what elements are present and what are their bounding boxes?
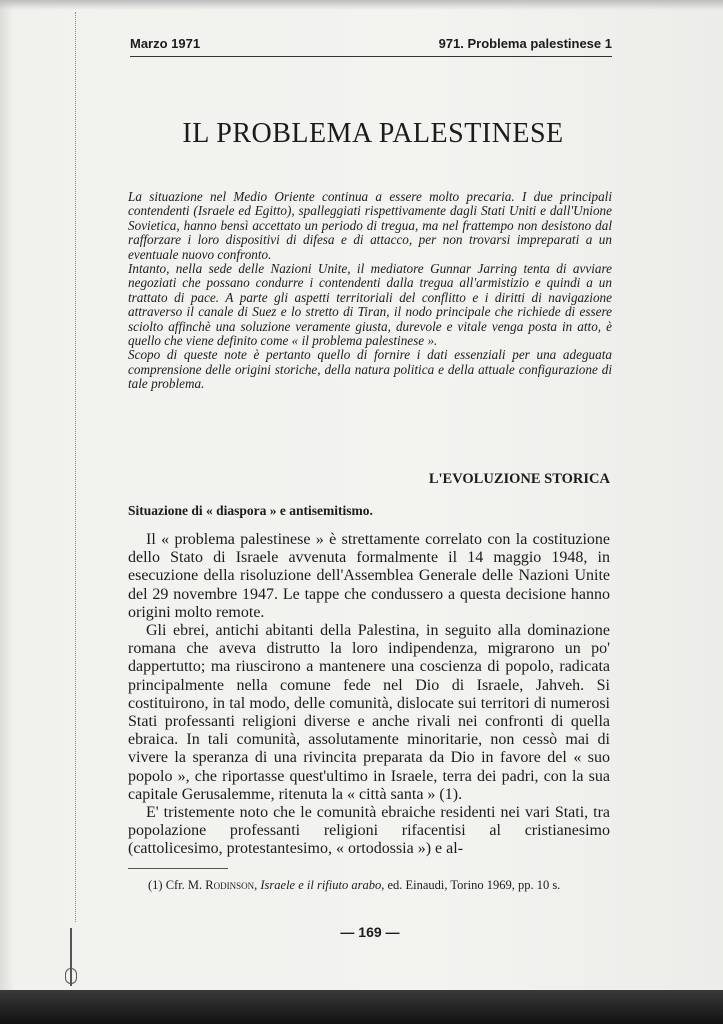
- footnote-rest: , ed. Einaudi, Torino 1969, pp. 10 s.: [381, 878, 561, 892]
- intro-abstract: [128, 190, 612, 392]
- intro-paragraph: La situazione nel Medio Oriente continua a essere molto precaria. I due principali contendenti (Israele ed Egitto), spalleggiati rispettivamente dagli Stati Uniti e dall'Unione Sovietica, hanno bensì accettato un periodo di tregua, ma nel frattempo non desistono dal rafforzare i loro dispositivi di difesa e di attacco, per non trovarsi impreparati a un eventuale nuovo confronto.: [128, 189, 612, 262]
- scanner-bed-edge: [0, 990, 723, 1024]
- footnote-marker: (1): [148, 878, 163, 892]
- footnote-author: Rodinson: [205, 878, 255, 892]
- running-header: [130, 36, 612, 57]
- section-title: L'EVOLUZIONE STORICA: [428, 471, 610, 487]
- body-paragraph: Il « problema palestinese » è strettamente correlato con la costituzione dello Stato di Israele avvenuta formalmente il 14 maggio 1948, in esecuzione della risoluzione dell'Assemblea Generale delle Nazioni Unite del 29 novembre 1947. Le tappe che condussero a questa decisione hanno origini molto remote.: [128, 531, 610, 621]
- body-paragraph: E' tristemente noto che le comunità ebraiche residenti nei vari Stati, tra popolazione professanti religioni rifacentisi al cristianesimo (cattolicesimo, protestantesimo, « ortodossia ») e al-: [128, 804, 610, 858]
- footnote-work: Israele e il rifiuto arabo: [260, 878, 382, 892]
- scan-top-shadow: [0, 0, 723, 10]
- binder-clip-mark: [70, 928, 84, 986]
- subsection-title: Situazione di « diaspora » e antisemitismo.: [128, 503, 373, 518]
- header-section: 971. Problema palestinese 1: [438, 36, 612, 51]
- page-number: — 169 —: [340, 924, 400, 940]
- body-paragraph: Gli ebrei, antichi abitanti della Palestina, in seguito alla dominazione romana che aveva distrutto la loro indipendenza, migrarono un po' dappertutto; ma riuscirono a mantenere una coscienza di popolo, radicata principalmente nella comune fede nel Dio di Israele, Jahveh. Si costituirono, in tal modo, delle comunità, dislocate sui territori di numerosi Stati professanti religioni diverse e anche rivali nei confronti di quella ebraica. In tali comunità, assolutamente minoritarie, non cessò mai di vivere la speranza di una rivincita preparata da Dio in favore del « suo popolo », che riportasse quest'ultimo in Israele, terra dei padri, con la sua capitale Gerusalemme, ritenuta la « città santa » (1).: [128, 622, 610, 803]
- footnote-prefix: Cfr. M.: [165, 878, 203, 892]
- footnote: (1) Cfr. M. Rodinson, Israele e il rifiuto arabo, ed. Einaudi, Torino 1969, pp. 10 s.: [148, 878, 561, 892]
- page-title: IL PROBLEMA PALESTINESE: [182, 118, 564, 149]
- intro-paragraph: Scopo di queste note è pertanto quello di fornire i dati essenziali per una adeguata comprensione delle origini storiche, della natura politica e della attuale configurazione di tale problema.: [128, 347, 612, 392]
- header-date: Marzo 1971: [130, 36, 201, 51]
- footnote-rule: [128, 868, 228, 869]
- binding-perforation: [75, 12, 76, 922]
- body-text: [128, 531, 610, 859]
- intro-paragraph: Intanto, nella sede delle Nazioni Unite, il mediatore Gunnar Jarring tenta di avviare negoziati che possano condurre i contendenti dalla tregua all'armistizio e quindi a un trattato di pace. A parte gli aspetti territoriali del conflitto e i diritti di navigazione attraverso il canale di Suez e lo stretto di Tiran, il nodo principale che richiede di essere sciolto affinchè una soluzione veramente giusta, durevole e vitale venga posta in atto, è quello che viene definito come « il problema palestinese ».: [128, 261, 612, 349]
